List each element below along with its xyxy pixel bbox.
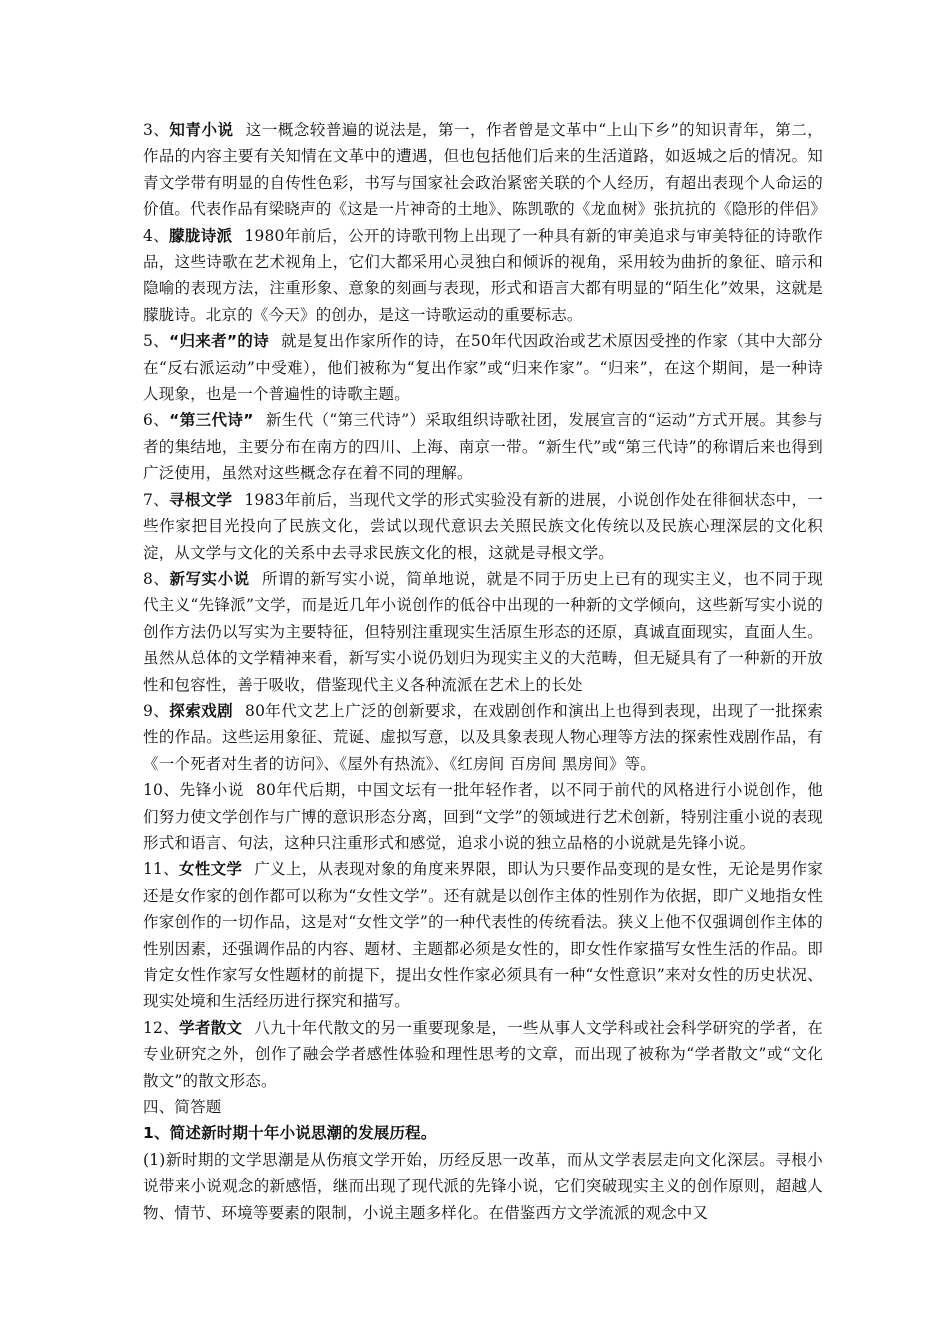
entry-number: 9、 [143, 701, 170, 720]
entry-number: 5、 [143, 332, 169, 351]
entry-3 [143, 117, 827, 223]
entry-text: 就是复出作家所作的诗，在50年代因政治或艺术原因受挫的作家（其中大部分在“反右派运动”中受难），他们被称为“复出作家”或“归来作家”。“归来”，在这个期间，是一种诗人现象，也是一个普遍性的诗歌主题。 [143, 332, 823, 404]
entry-number: 4、 [143, 226, 170, 245]
entry-11 [143, 856, 823, 1014]
entry-6 [143, 407, 823, 486]
entry-10 [143, 777, 823, 856]
entry-number: 11、 [143, 860, 180, 879]
entry-term: 新写实小说 [169, 569, 250, 588]
entry-text: 这一概念较普遍的说法是，第一，作者曾是文革中“上山下乡”的知识青年，第二，作品的内容主要有关知情在文革中的遭遇，但也包括他们后来的生活道路，如返城之后的情况。知青文学带有明显的自传性色彩，书写与国家社会政治紧密关联的个人经历，有超出表现个人命运的价值。代表作品有梁晓声的《这是一片神奇的土地》、陈凯歌的《龙血树》张抗抗的《隐形的伴侣》 [143, 121, 827, 219]
entry-text: 80年代后期，中国文坛有一批年轻作者，以不同于前代的风格进行小说创作，他们努力使文学创作与广博的意识形态分离，回到“文学”的领域进行艺术创新，特别注重小说的表现形式和语言、句法，这种只注重形式和感觉，追求小说的独立品格的小说就是先锋小说。 [143, 781, 823, 852]
answer-paragraph: (1)新时期的文学思潮是从伤痕文学开始，历经反思一改革，而从文学表层走向文化深层。寻根小说带来小说观念的新感悟，继而出现了现代派的先锋小说，它们突破现实主义的创作原则，超越人物、情节、环境等要素的限制，小说主题多样化。在借鉴西方文学流派的观念中又 [143, 1150, 823, 1222]
entry-number: 3、 [143, 121, 170, 139]
entry-number: 7、 [143, 490, 170, 509]
entry-number: 12、 [143, 1018, 180, 1037]
entry-term: “第三代诗” [169, 411, 254, 430]
question-title: 1、简述新时期十年小说思潮的发展历程。 [143, 1124, 437, 1143]
entry-text: 80年代文艺上广泛的创新要求，在戏剧创作和演出上也得到表现，出现了一批探索性的作品。这些运用象征、荒诞、虚拟写意，以及具象表现人物心理等方法的探索性戏剧作品，有《一个死者对生者的访问》、《屋外有热流》、《红房间 百房间 黑房间》等。 [143, 701, 823, 773]
entry-9 [143, 698, 823, 777]
entry-4 [143, 223, 823, 329]
entry-number: 8、 [143, 569, 170, 588]
entry-text: 新生代（“第三代诗”）采取组织诗歌社团，发展宣言的“运动”方式开展。其参与者的集结地，主要分布在南方的四川、上海、南京一带。“新生代”或“第三代诗”的称谓后来也得到广泛使用，虽然对这些概念存在着不同的理解。 [143, 411, 824, 483]
entry-text: 所谓的新写实小说，简单地说，就是不同于历史上已有的现实主义，也不同于现代主义“先锋派”文学，而是近几年小说创作的低谷中出现的一种新的文学倾向，这些新写实小说的创作方法仍以写实为主要特征，但特别注重现实生活原生形态的还原，真诚直面现实，直面人生。虽然从总体的文学精神来看，新写实小说仍划归为现实主义的大范畴，但无疑具有了一种新的开放性和包容性，善于吸收，借鉴现代主义各种流派在艺术上的长处 [143, 569, 823, 694]
entry-7 [143, 487, 823, 566]
entry-term: 探索戏剧 [169, 701, 234, 720]
entry-12 [143, 1015, 823, 1094]
entry-term: “归来者”的诗 [168, 332, 270, 351]
entry-text: 广义上，从表现对象的角度来界限，即认为只要作品变现的是女性，无论是男作家还是女作家的创作都可以称为“女性文学”。还有就是以创作主体的性别作为依据，即广义地指女性作家创作的一切作品，这是对“女性文学”的一种代表性的传统看法。狭义上他不仅强调创作主体的性别因素，还强调作品的内容、题材、主题都必须是女性的，即女性作家描写女性生活的作品。即肯定女性作家写女性题材的前提下，提出女性作家必须具有一种“女性意识”来对女性的历史状况、现实处境和生活经历进行探究和描写。 [143, 860, 823, 1011]
entry-term: 女性文学 [179, 860, 243, 879]
section-heading: 四、简答题 [143, 1098, 222, 1117]
entry-term: 知青小说 [169, 121, 234, 139]
document-page [143, 117, 827, 1226]
entry-number: 10、 [143, 781, 180, 800]
entry-term: 学者散文 [179, 1018, 243, 1037]
entry-number: 6、 [143, 411, 170, 430]
entry-text: 1983年前后，当现代文学的形式实验没有新的进展，小说创作处在徘徊状态中，一些作家把目光投向了民族文化，尝试以现代意识去关照民族文化传统以及民族心理深层的文化积淀，从文学与文化的关系中去寻求民族文化的根，这就是寻根文学。 [143, 490, 823, 562]
entry-term: 先锋小说 [179, 781, 244, 800]
entry-text: 八九十年代散文的另一重要现象是，一些从事人文学科或社会科学研究的学者，在专业研究之外，创作了融会学者感性体验和理性思考的文章，而出现了被称为“学者散文”或“文化散文”的散文形态。 [143, 1018, 823, 1090]
entry-5 [143, 328, 823, 407]
entry-term: 寻根文学 [169, 490, 233, 509]
entry-8 [143, 566, 823, 698]
entry-text: 1980年前后，公开的诗歌刊物上出现了一种具有新的审美追求与审美特征的诗歌作品，这些诗歌在艺术视角上，它们大都采用心灵独白和倾诉的视角，采用较为曲折的象征、暗示和隐喻的表现方法，注重形象、意象的刻画与表现，形式和语言大都有明显的“陌生化”效果，这就是朦胧诗。北京的《今天》的创办，是这一诗歌运动的重要标志。 [143, 226, 823, 324]
entry-term: 朦胧诗派 [169, 226, 233, 245]
